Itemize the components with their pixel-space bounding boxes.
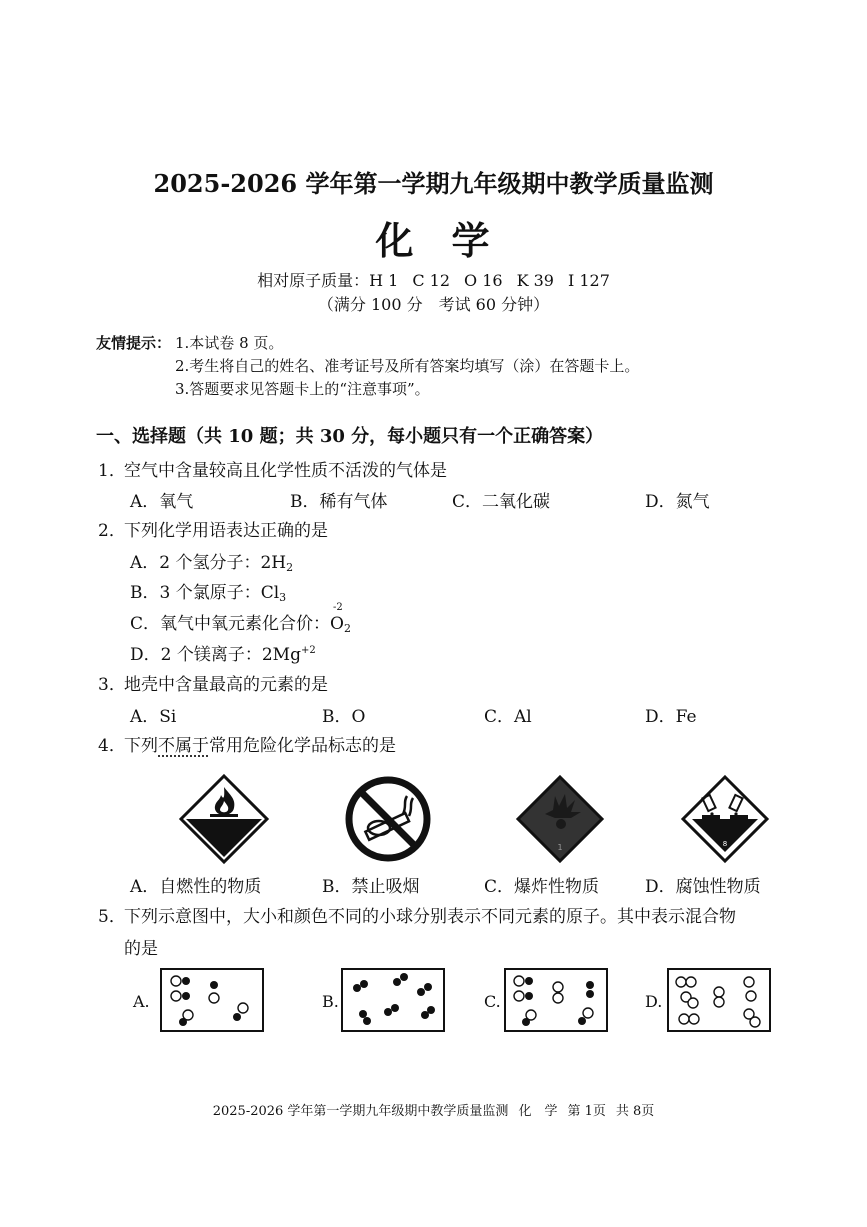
q5-label-a: A. [133,992,150,1011]
q2-option-a [130,548,293,574]
question-text-emphasis: 不属于 [158,736,209,756]
score-time-line: （满分 100 分 考试 60 分钟） [317,295,550,314]
corrosive-sign-icon [680,774,770,864]
option-text: A．2 个氢分子：2H [130,553,287,573]
valence-value: -2 [333,602,343,613]
q3-option-a: A．Si [130,707,177,727]
spontaneous-combustion-sign-icon [178,773,270,865]
subject-title [0,210,867,265]
q2-option-d [130,640,316,665]
q5-diagram-b [341,968,445,1032]
footer-page-number: 第 1页 [567,1104,606,1119]
q4-option-c: C．爆炸性物质 [484,877,600,897]
subject-char-1: 化 [375,218,416,263]
valence-symbol [330,602,344,634]
question-text: 地壳中含量最高的元素的是 [124,675,328,695]
question-number: 1． [98,461,126,481]
page-footer [0,1100,867,1119]
q3-option-c: C．Al [484,707,532,727]
subscript: 2 [286,561,294,574]
mass-c: C 12 [412,271,450,290]
tip-2: 2.考生将自己的姓名、准考证号及所有答案均填写（涂）在答题卡上。 [175,357,640,375]
question-1 [98,456,447,481]
svg-text:8: 8 [722,840,728,848]
question-2 [98,516,328,541]
q3-option-b: B．O [322,707,366,727]
mass-k: K 39 [516,271,554,290]
q4-option-d: D．腐蚀性物质 [645,877,761,897]
mass-o: O 16 [464,271,503,290]
q5-label-b: B. [322,992,339,1011]
q5-diagram-a [160,968,264,1032]
mass-label: 相对原子质量： [257,271,370,290]
tip-1: 1.本试卷 8 页。 [175,334,284,352]
superscript: +2 [300,645,316,656]
q5-label-c: C. [484,992,501,1011]
question-3 [98,670,328,695]
mass-h: H 1 [369,271,399,290]
mass-i: I 127 [567,271,610,290]
option-text: D．2 个镁离子：2Mg [130,645,301,665]
q5-label-d: D. [645,992,663,1011]
q2-option-c [130,602,351,635]
question-text: 下列示意图中，大小和颜色不同的小球分别表示不同元素的原子。其中表示混合物 [124,907,736,927]
section-heading: 一、选择题（共 10 题；共 30 分，每小题只有一个正确答案） [96,426,604,447]
question-text-pre: 下列 [124,736,158,756]
element: O [330,614,344,634]
exam-title: 2025-2026 学年第一学期九年级期中教学质量监测 [153,169,714,198]
q4-option-b: B．禁止吸烟 [322,877,420,897]
no-smoking-sign-icon [345,776,431,862]
question-text: 下列化学用语表达正确的是 [124,521,328,541]
question-number: 5． [98,907,126,927]
tip-3: 3.答题要求见答题卡上的“注意事项”。 [175,380,430,398]
question-number: 3． [98,675,126,695]
relative-atomic-mass [0,268,867,291]
footer-title: 2025-2026 学年第一学期九年级期中教学质量监测 [212,1104,509,1119]
q1-option-b: B．稀有气体 [290,492,388,512]
svg-text:1: 1 [557,843,563,852]
option-text: C．氧气中氧元素化合价： [130,614,331,634]
q4-option-a: A．自燃性的物质 [130,877,262,897]
q1-option-d: D．氮气 [645,492,710,512]
question-5-continuation: 的是 [124,939,158,959]
q3-option-d: D．Fe [645,707,697,727]
q5-diagram-d [667,968,771,1032]
question-text: 空气中含量较高且化学性质不活泼的气体是 [124,461,447,481]
question-number: 2． [98,521,126,541]
subject-char-2: 学 [451,218,492,263]
option-text: B．3 个氯原子：Cl [130,583,280,603]
q1-option-a: A．氧气 [130,492,194,512]
subscript: 2 [343,622,351,635]
question-5 [98,902,736,927]
explosive-sign-icon [515,774,605,864]
q5-diagram-c [504,968,608,1032]
tips-label: 友情提示： [96,334,172,352]
question-number: 4． [98,736,126,756]
question-text-post: 常用危险化学品标志的是 [209,736,396,756]
q1-option-c: C．二氧化碳 [452,492,551,512]
subscript: 3 [279,591,287,604]
question-4 [98,731,396,756]
q2-option-b [130,578,286,604]
footer-total-pages: 共 8页 [615,1104,655,1119]
footer-subject: 化 学 [518,1104,558,1119]
